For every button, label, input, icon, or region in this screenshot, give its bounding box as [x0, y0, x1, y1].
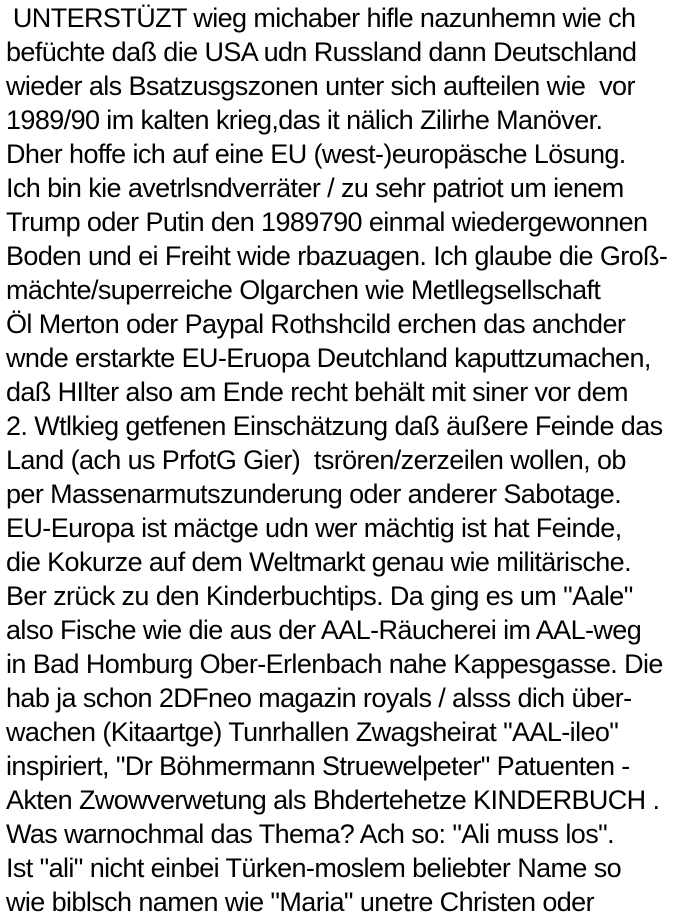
- text-line: mächte/superreiche Olgarchen wie Metllegsellschaft: [6, 275, 601, 305]
- text-line: Trump oder Putin den 1989790 einmal wiedergewonnen: [6, 207, 648, 237]
- text-line: Ich bin kie avetrlsndverräter / zu sehr patriot um ienem: [6, 173, 624, 203]
- text-line: EU-Europa ist mäctge udn wer mächtig ist hat Feinde,: [6, 513, 622, 543]
- text-line: wachen (Kitaartge) Tunrhallen Zwagsheirat "AAL-ileo": [6, 717, 619, 747]
- text-line: in Bad Homburg Ober-Erlenbach nahe Kappesgasse. Die: [6, 649, 663, 679]
- text-line: 2. Wtlkieg getfenen Einschätzung daß äußere Feinde das: [6, 411, 663, 441]
- text-line: die Kokurze auf dem Weltmarkt genau wie militärische.: [6, 547, 631, 577]
- text-line: wnde erstarkte EU-Eruopa Deutchland kaputtzumachen,: [6, 343, 651, 373]
- text-line: Dher hoffe ich auf eine EU (west-)europäsche Lösung.: [6, 139, 626, 169]
- text-line: hab ja schon 2DFneo magazin royals / alsss dich über-: [6, 683, 632, 713]
- text-line: daß HIlter also am Ende recht behält mit siner vor dem: [6, 377, 628, 407]
- text-line: inspiriert, "Dr Böhmermann Struewelpeter" Patuenten -: [6, 751, 630, 781]
- text-line: per Massenarmutszunderung oder anderer Sabotage.: [6, 479, 622, 509]
- text-line: Boden und ei Freiht wide rbazuagen. Ich glaube die Groß-: [6, 241, 668, 271]
- text-line: Ist "ali" nicht einbei Türken-moslem beliebter Name so: [6, 853, 622, 883]
- text-line: Akten Zwowverwetung als Bhdertehetze KINDERBUCH .: [6, 785, 660, 815]
- text-line: Ber zrück zu den Kinderbuchtips. Da ging es um "Aale": [6, 581, 633, 611]
- text-line: Land (ach us PrfotG Gier) tsrören/zerzeilen wollen, ob: [6, 445, 626, 475]
- text-line: Was warnochmal das Thema? Ach so: "Ali muss los".: [6, 819, 615, 849]
- text-line: Öl Merton oder Paypal Rothshcild erchen das anchder: [6, 309, 626, 339]
- text-line: befüchte daß die USA udn Russland dann Deutschland: [6, 37, 637, 67]
- text-line: wieder als Bsatzusgszonen unter sich aufteilen wie vor: [6, 71, 635, 101]
- text-line: 1989/90 im kalten krieg,das it nälich Zilirhe Manöver.: [6, 105, 603, 135]
- text-line: wie biblsch namen wie "Maria" unetre Christen oder: [6, 887, 594, 917]
- text-line: UNTERSTÜZT wieg michaber hifle nazunhemn wie ch: [6, 3, 636, 33]
- text-line: also Fische wie die aus der AAL-Räucherei im AAL-weg: [6, 615, 642, 645]
